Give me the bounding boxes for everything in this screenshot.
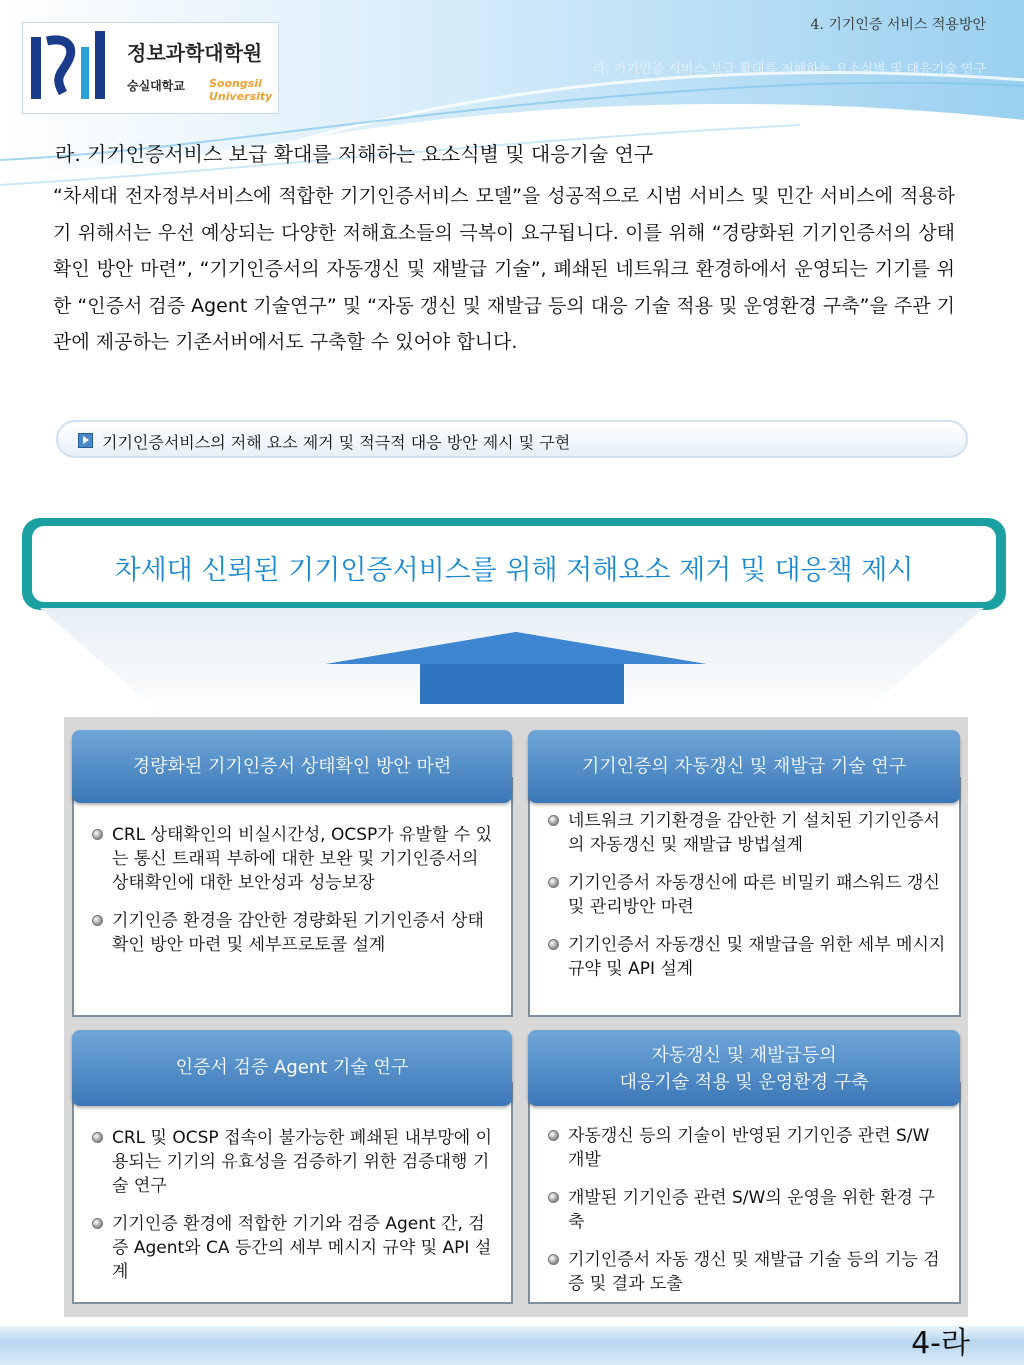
bullet-icon: [92, 829, 103, 840]
list-item: 기기인증 환경을 감안한 경량화된 기기인증서 상태확인 방안 마련 및 세부프로토콜 설계: [92, 909, 497, 957]
list-item: 네트워크 기기환경을 감안한 기 설치된 기기인증서의 자동갱신 및 재발급 방법설계: [548, 809, 948, 857]
list-item: CRL 상태확인의 비실시간성, OCSP가 유발할 수 있는 통신 트래픽 부하에 대한 보완 및 기기인증서의 상태확인에 대한 보안성과 성능보장: [92, 823, 497, 895]
list-item: 기기인증서 자동갱신에 따른 비밀키 패스워드 갱신 및 관리방안 마련: [548, 871, 948, 919]
header-subsection: 라. 기기인증 서비스 보급 확대를 저해하는 요소식별 및 대응기술 연구: [593, 62, 986, 77]
bullet-icon: [92, 1132, 103, 1143]
bullet-icon: [548, 1192, 559, 1203]
card-certificate-status: [72, 777, 513, 1017]
goal-banner-text: 차세대 신뢰된 기기인증서비스를 위해 저해요소 제거 및 대응책 제시: [114, 555, 914, 586]
card-title-certificate-status: 경량화된 기기인증서 상태확인 방안 마련: [72, 730, 512, 803]
card-title-verification-agent: 인증서 검증 Agent 기술 연구: [72, 1030, 512, 1106]
summary-bar-text: 기기인증서비스의 저해 요소 제거 및 적극적 대응 방안 제시 및 구현: [102, 433, 571, 452]
play-bullet-icon: [78, 433, 93, 448]
bullet-icon: [548, 877, 559, 888]
summary-bar: [56, 420, 968, 458]
goal-banner: [22, 518, 1006, 610]
header-chapter: 4. 기기인증 서비스 적용방안: [810, 17, 986, 33]
footer-strip: [0, 1326, 1024, 1365]
card-title-operation-environment: 자동갱신 및 재발급등의 대응기술 적용 및 운영환경 구축: [528, 1030, 960, 1106]
list-item: 자동갱신 등의 기술이 반영된 기기인증 관련 S/W 개발: [548, 1124, 948, 1172]
logo-subtitle-english: Soongsil University: [209, 77, 273, 103]
list-item: CRL 및 OCSP 접속이 불가능한 폐쇄된 내부망에 이용되는 기기의 유효성을 검증하기 위한 검증대행 기술 연구: [92, 1126, 497, 1198]
funnel-arrow-graphic: [0, 600, 1024, 720]
card-title-auto-renewal: 기기인증의 자동갱신 및 재발급 기술 연구: [528, 730, 960, 803]
list-item: 기기인증서 자동갱신 및 재발급을 위한 세부 메시지 규약 및 API 설계: [548, 933, 948, 981]
university-logo: [22, 22, 279, 114]
logo-subtitle-korean: 숭실대학교: [127, 79, 185, 93]
bullet-icon: [548, 939, 559, 950]
card-verification-agent: [72, 1082, 513, 1304]
logo-title: 정보과학대학원: [127, 41, 263, 65]
list-item: 개발된 기기인증 관련 S/W의 운영을 위한 환경 구축: [548, 1186, 948, 1234]
bullet-icon: [92, 915, 103, 926]
bullet-icon: [548, 1130, 559, 1141]
section-title: 라. 기기인증서비스 보급 확대를 저해하는 요소식별 및 대응기술 연구: [55, 142, 654, 166]
logo-emblem-icon: [23, 23, 123, 113]
page-number: 4-라: [911, 1326, 970, 1361]
list-item: 기기인증 환경에 적합한 기기와 검증 Agent 간, 검증 Agent와 CA 등간의 세부 메시지 규약 및 API 설계: [92, 1212, 497, 1284]
section-paragraph: “차세대 전자정부서비스에 적합한 기기인증서비스 모델”을 성공적으로 시범 서비스 및 민간 서비스에 적용하기 위해서는 우선 예상되는 다양한 저해효소들의 극복이 요구됩니다. 이를 위해 “경량화된 기기인증서의 상태확인 방안 마련”, “기기인증서의 자동갱신 및 재발급 기술”, 폐쇄된 네트워크 환경하에서 운영되는 기기를 위한 “인증서 검증 Agent 기술연구” 및 “자동 갱신 및 재발급 등의 대응 기술 적용 및 운영환경 구축”을 주관 기관에 제공하는 기존서버에서도 구축할 수 있어야 합니다.: [53, 185, 955, 353]
list-item: 기기인증서 자동 갱신 및 재발급 기술 등의 기능 검증 및 결과 도출: [548, 1248, 948, 1296]
card-operation-environment: [528, 1082, 961, 1304]
card-auto-renewal: [528, 777, 961, 1017]
bullet-icon: [548, 1254, 559, 1265]
bullet-icon: [92, 1218, 103, 1229]
bullet-icon: [548, 815, 559, 826]
